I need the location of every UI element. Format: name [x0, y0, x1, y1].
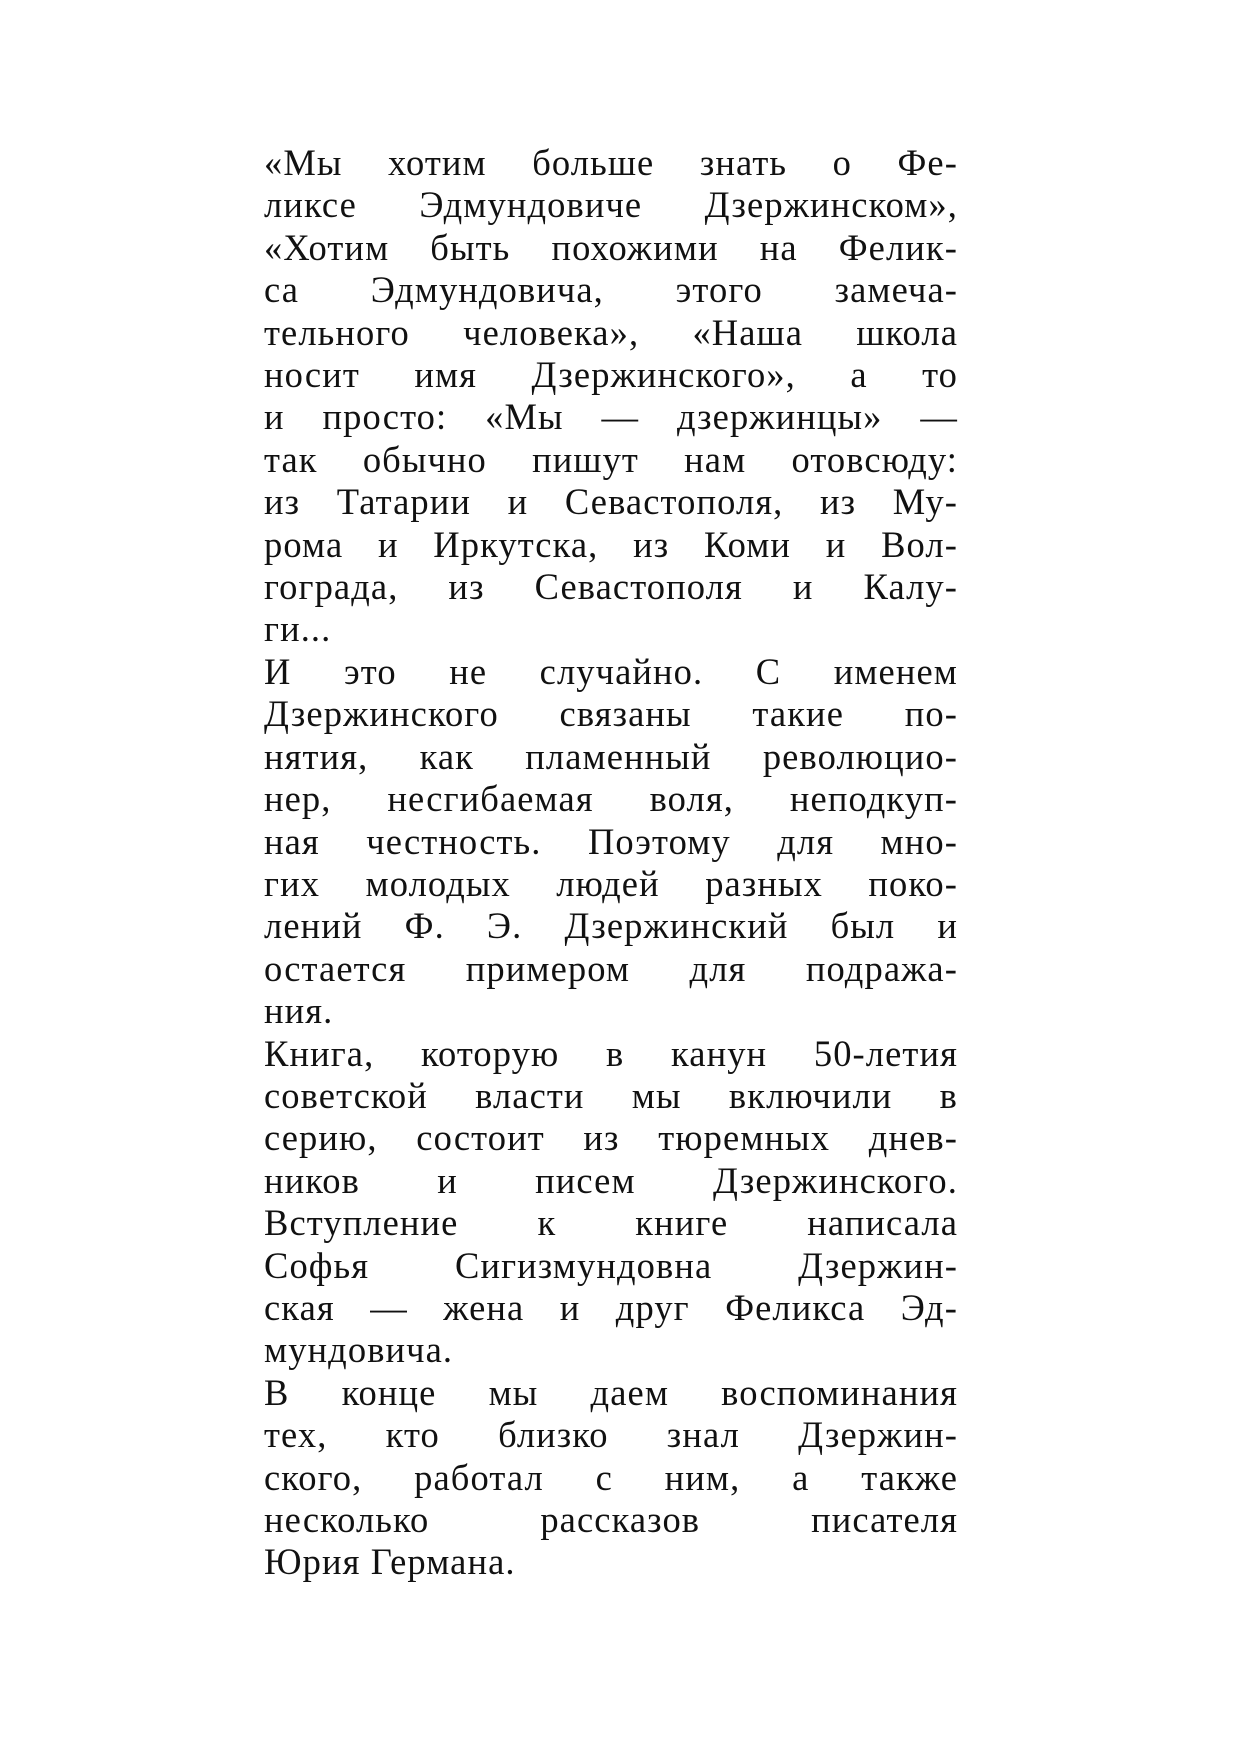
text-line: ги...: [264, 608, 332, 650]
text-line: несколько рассказов писателя: [264, 1499, 958, 1540]
paragraph-book-contents: [264, 1033, 958, 1372]
text-line: И это не случайно. С именем: [264, 650, 958, 692]
text-line: Вступление к книге написала: [264, 1202, 958, 1244]
text-line: ников и писем Дзержинского.: [264, 1159, 958, 1201]
paragraph-memoirs: [264, 1372, 958, 1584]
text-line: мундовича.: [264, 1329, 454, 1371]
text-line: носит имя Дзержинского», а то: [264, 354, 958, 396]
text-line: серию, состоит из тюремных днев-: [264, 1117, 958, 1159]
text-line: ная честность. Поэтому для мно-: [264, 820, 958, 862]
text-line: из Татарии и Севастополя, из Му-: [264, 481, 958, 523]
text-line: «Мы хотим больше знать о Фе-: [264, 142, 958, 183]
text-line: советской власти мы включили в: [264, 1074, 958, 1116]
text-line: остается примером для подража-: [264, 947, 958, 989]
text-line: «Хотим быть похожими на Фелик-: [264, 226, 958, 268]
text-line: тех, кто близко знал Дзержин-: [264, 1414, 958, 1456]
text-line: нятия, как пламенный революцио-: [264, 735, 958, 777]
text-line: Книга, которую в канун 50-летия: [264, 1032, 958, 1074]
text-line: рома и Иркутска, из Коми и Вол-: [264, 523, 958, 565]
text-line: и просто: «Мы — дзержинцы» —: [264, 396, 958, 438]
text-line: так обычно пишут нам отовсюду:: [264, 438, 958, 480]
text-line: В конце мы даем воспоминания: [264, 1371, 958, 1413]
text-line: лений Ф. Э. Дзержинский был и: [264, 905, 958, 947]
text-line: гих молодых людей разных поко-: [264, 862, 958, 904]
text-line: Софья Сигизмундовна Дзержин-: [264, 1244, 958, 1286]
text-line: Дзержинского связаны такие по-: [264, 693, 958, 735]
text-line: гограда, из Севастополя и Калу-: [264, 566, 958, 608]
text-line: са Эдмундовича, этого замеча-: [264, 269, 958, 311]
text-column: [264, 142, 958, 1584]
text-line: тельного человека», «Наша школа: [264, 311, 958, 353]
text-line: нер, несгибаемая воля, неподкуп-: [264, 778, 958, 820]
text-line: ская — жена и друг Феликса Эд-: [264, 1286, 958, 1328]
text-line: ния.: [264, 990, 334, 1032]
text-line: ского, работал с ним, а также: [264, 1456, 958, 1498]
paragraph-intro-letters: [264, 142, 958, 651]
text-line: Юрия Германа.: [264, 1541, 516, 1583]
paragraph-not-by-chance: [264, 651, 958, 1033]
text-line: ликсе Эдмундовиче Дзержинском»,: [264, 184, 958, 226]
